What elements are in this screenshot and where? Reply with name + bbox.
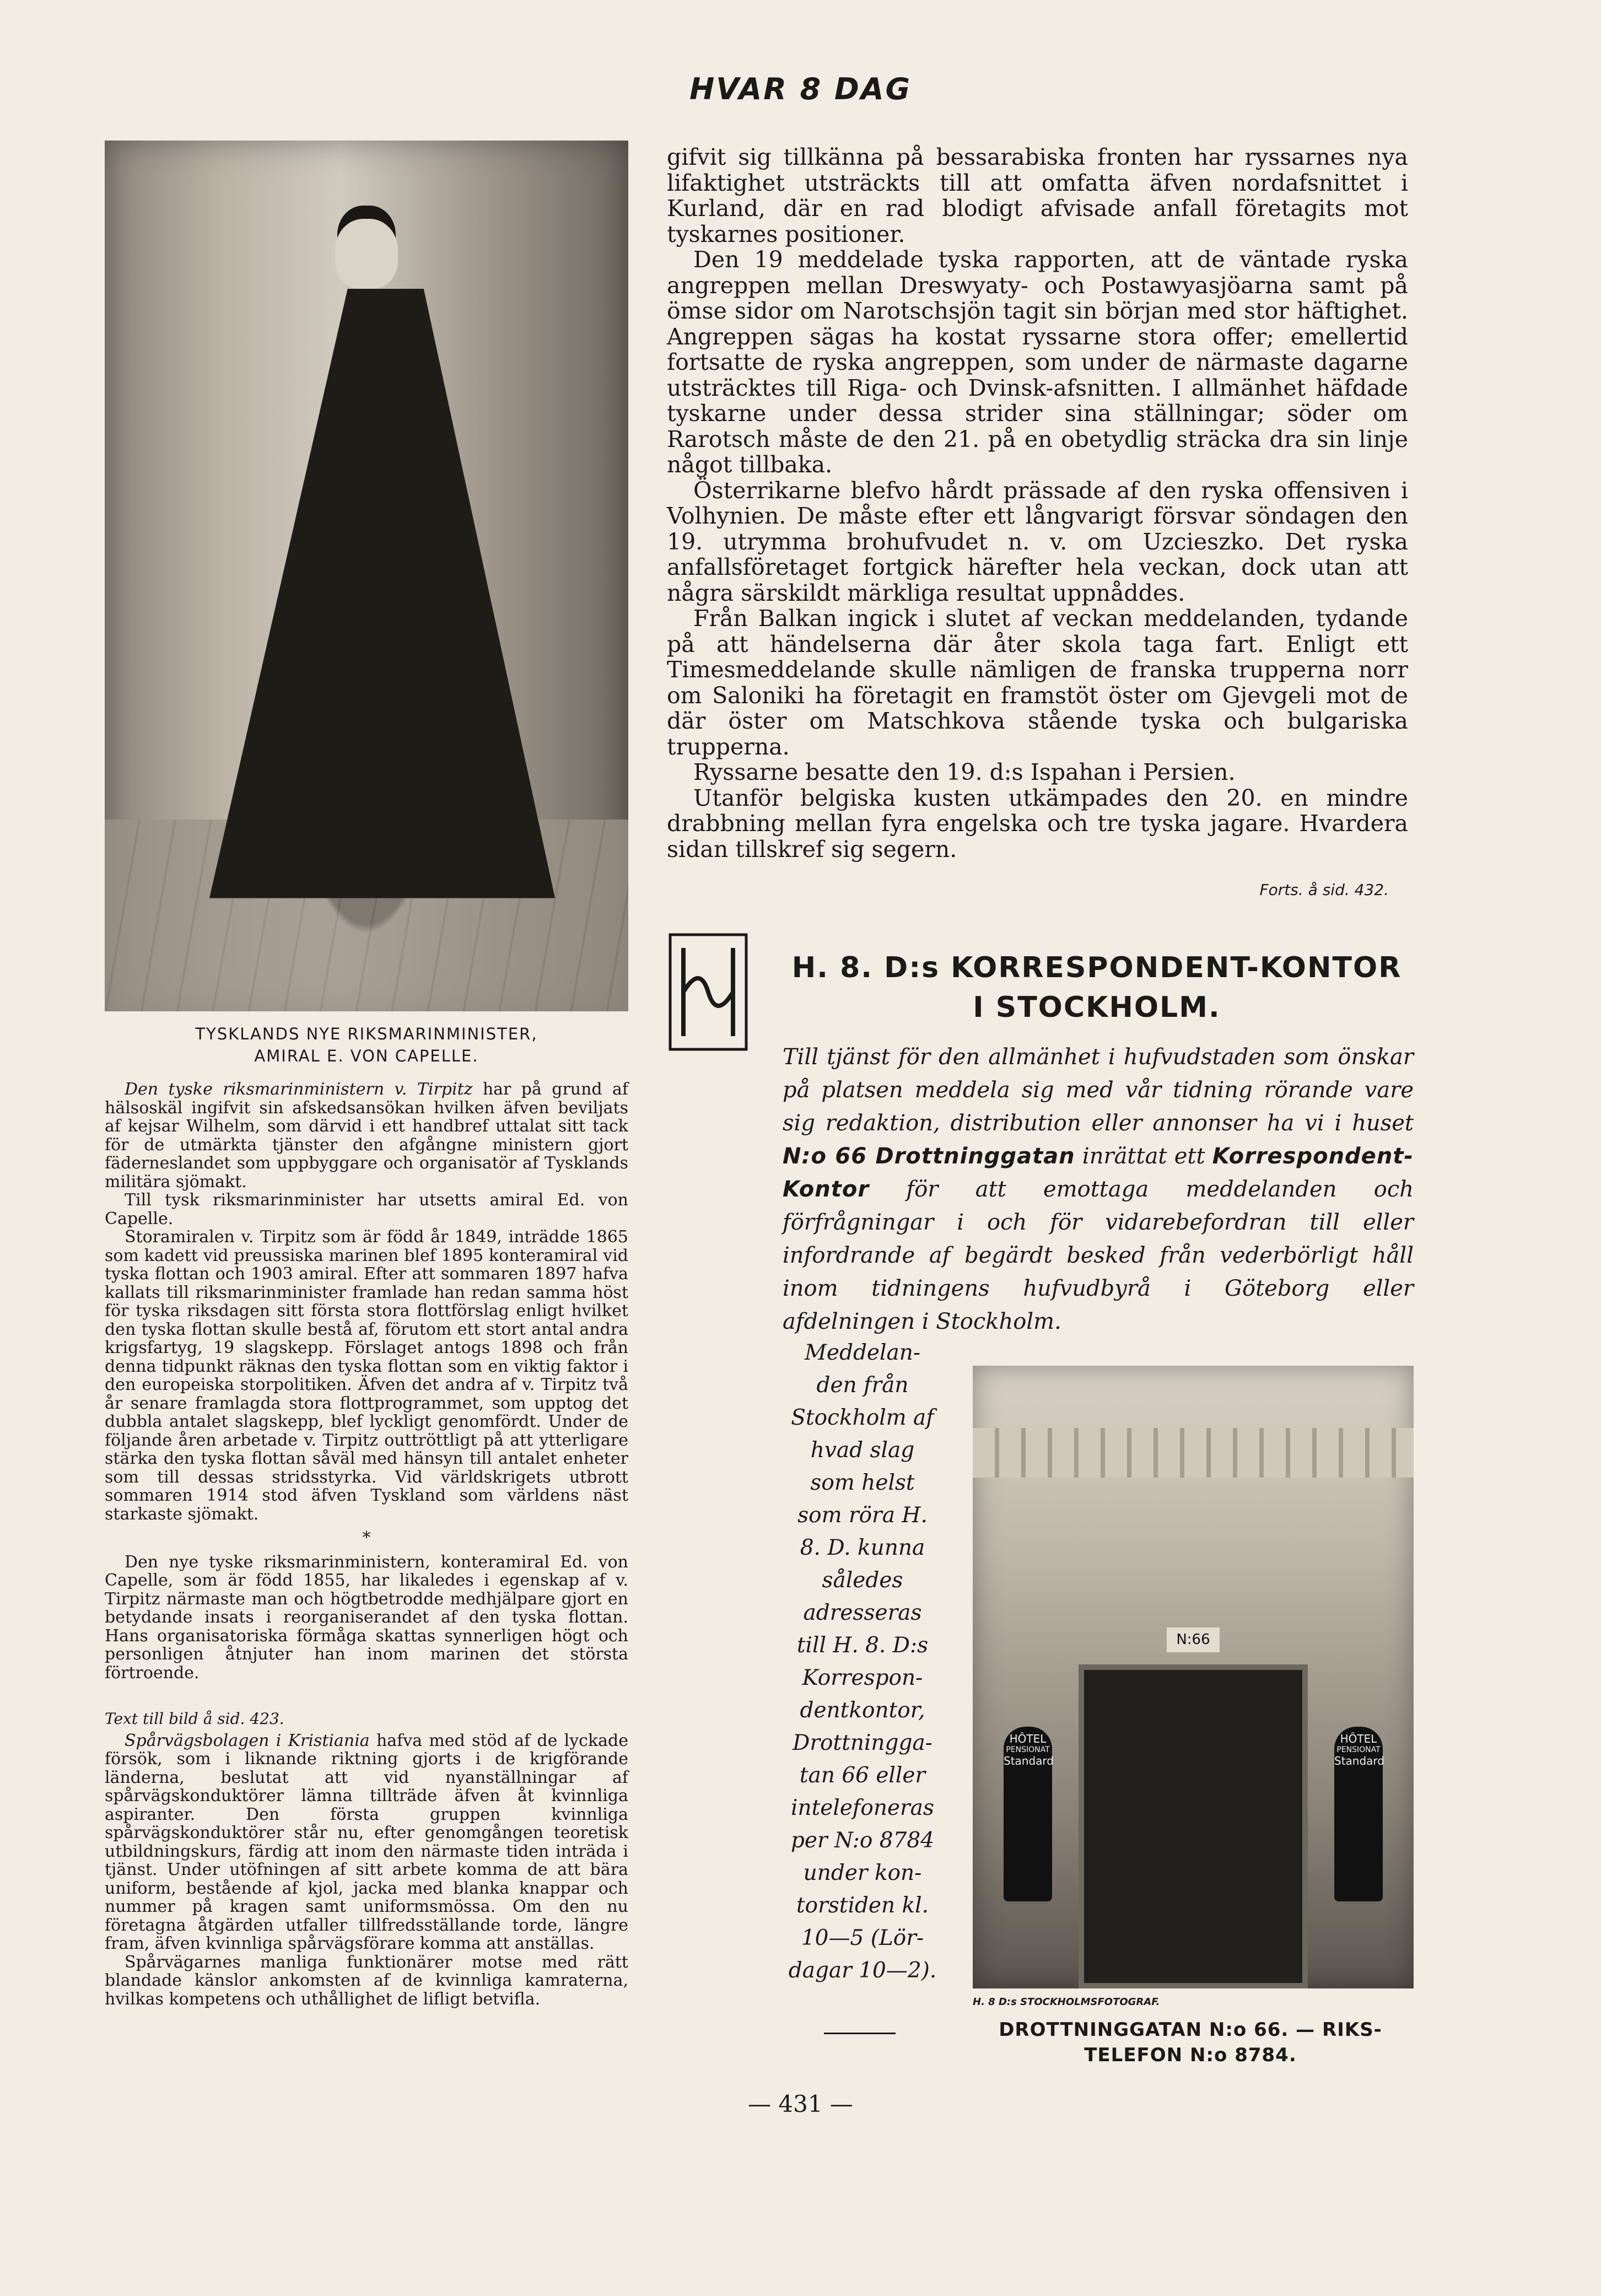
sign-text: HÔTEL [1009,1732,1047,1746]
contact-line: till H. 8. D:s [796,1633,929,1658]
kontor-body-b: inrättat ett [1075,1144,1212,1169]
contact-line: Korrespon- [802,1666,923,1690]
kristiania-rest: hafva med stöd af de lyckade försök, som i liknande riktning gjorts i de krigförande länderna, beslutat att vid nyanställningar af spårvägskonduktörer lämna tillträde äfven åt kvinnliga aspiranter. Den första gruppen kvinnliga spårvägskonduktörer står nu, efter genomgången teoretisk utbildningskurs, färdig att inom den närmaste tiden inträda i tjänst. Under utöfningen af sitt arbete komma de att bära uniform, bestående af kjol, jacka med blanka knappar och nummer på kragen samt uniformsmössa. Om den nu företagna åtgärden utfaller tillfredsställande torde, längre fram, äfven kvinnliga spårvägsförare komma att anställas. [105,1731,628,1953]
war-report-p3: Österrikarne blefvo hårdt prässade af den ryska offensiven i Volhynien. De måste efter ett långvarigt försvar söndagen den 19. utrymma brohufvudet n. v. om Uzcieszko. Det ryska anfallsföretaget fortgick härefter hela veckan, dock utan att några särskildt märkliga resultat uppnåddes. [667,477,1408,606]
kontor-contact-column [772,1336,953,1987]
caption-line-2: AMIRAL E. VON CAPELLE. [254,1047,479,1065]
kontor-title-line-1: H. 8. D:s KORRESPONDENT-KONTOR [791,951,1402,984]
contact-line: som helst [810,1470,915,1495]
lead-rest: har på grund af hälsoskäl ingifvit sin afskedsansökan hvilken äfven beviljats af kejsar Wilhelm, som därvid i ett handbref uttalat sitt tack för de utmärkta tjänster den afgångne ministern gjort fäderneslandet som uppbyggare och organisatör af Tysklands militära sjömakt. [105,1080,628,1192]
hotel-sign-left [1004,1727,1052,1901]
section-star: * [362,1528,371,1548]
contact-line: torstiden kl. [796,1893,929,1918]
kontor-body-a: Till tjänst för den allmänhet i hufvudstaden som önskar på platsen meddela sig med vår tidning rörande vare sig redaktion, distribution eller annonser ha vi i huset [783,1044,1414,1136]
contact-line: den från [816,1373,909,1398]
page-number: — 431 — [748,2090,853,2117]
contact-line: adresseras [803,1600,922,1625]
sign-text: PENSIONAT [1336,1745,1381,1755]
continued-note: Forts. å sid. 432. [1259,881,1389,899]
building-cornice [973,1428,1414,1478]
left-column [105,1080,628,2008]
house-number-plate: N:66 [1167,1627,1220,1652]
war-report-p6: Utanför belgiska kusten utkämpades den 20. en mindre drabbning mellan fyra engelska och tre tyska jagare. Hvardera sidan tillskref sig segern. [667,784,1408,863]
admiral-head [335,219,398,288]
war-report-p2: Den 19 meddelade tyska rapporten, att de väntade ryska angreppen mellan Dreswyaty- och Postawyasjöarna samt på ömse sidor om Narotschsjön tagit sin början med stor häftighet. Angreppen sägas ha kostat ryssarne stora offer; emellertid fortsatte de ryska angreppen, som under de närmaste dagarne utsträcktes till Riga- och Dvinsk-afsnitten. I allmänhet häfdade tyskarne under dessa strider sina ställningar; söder om Rarotsch måste de den 21. på en obetydlig sträcka dra sin linje något tillbaka. [667,246,1408,478]
contact-line: under kon- [803,1861,922,1885]
kontor-body-c: för att emottaga meddelanden och förfrågningar i och för vidarebefordran till eller infordrande af begärdt besked från vederbörligt håll inom tidningens hufvudbyrå i Göteborg eller afdelningen i Stockholm. [783,1177,1414,1334]
tirpitz-biography: Storamiralen v. Tirpitz som är född år 1849, inträdde 1865 som kadett vid preussiska marinen blef 1895 konteramiral vid tyska flottan och 1903 amiral. Efter att sommaren 1897 hafva kallats till riksmarinminister framlade han redan samma höst för tyska riksdagen sitt första stora flottförslag enligt hvilket den tyska flottan skulle bestå af, förutom ett stort antal andra krigsfartyg, 19 slagskepp. Förslaget antogs 1898 och från denna tidpunkt räknas den tyska flottan som en viktig faktor i den europeiska storpolitiken. Äfven det andra af v. Tirpitz två år senare framlagda stora flottprogrammet, som upptog det dubbla antalet slagskepp, blef lyckligt genomfördt. Under de följande åren arbetade v. Tirpitz outtröttligt på att ytterligare stärka den tyska flottan såväl med hänsyn till antalet enheter som till dessas stridsstyrka. Vid världskrigets utbrott sommaren 1914 stod äfven Tyskland som världens näst starkaste sjömakt. [105,1227,628,1524]
separator-rule [824,2033,896,2034]
contact-line: dagar 10—2). [788,1958,937,1983]
contact-line: 8. D. kunna [800,1535,925,1560]
hotel-sign-right [1334,1727,1383,1901]
male-staff-paragraph: Spårvägarnes manliga funktionärer motse med rätt blandade känslor ankomsten af de kvinnliga kamraterna, hvilkas kompetens och uthållighet de lifligt betvifla. [105,1952,628,2009]
admiral-photo [105,141,628,1011]
kristiania-paragraph [105,1732,628,1953]
kontor-office-bold: Korrespondent-Kontor [783,1144,1414,1202]
address-line-2: TELEFON N:o 8784. [1084,2044,1297,2066]
text-reference: Text till bild å sid. 423. [105,1710,284,1728]
contact-line: som röra H. [797,1503,928,1528]
war-report-p5: Ryssarne besatte den 19. d:s Ispahan i Persien. [693,759,1236,785]
kontor-address [959,2017,1422,2068]
kontor-address-bold: N:o 66 Drottninggatan [783,1144,1075,1169]
war-report-column [667,144,1408,862]
sign-text: Standard [1334,1754,1384,1768]
caption-line-1: TYSKLANDS NYE RIKSMARINMINISTER, [195,1025,538,1043]
kontor-body [783,1041,1414,1338]
sign-text: HÔTEL [1340,1732,1377,1746]
photo-credit: H. 8 D:s STOCKHOLMSFOTOGRAF. [973,1996,1160,2008]
sign-text: PENSIONAT [1006,1745,1050,1755]
contact-line: intelefoneras [791,1796,934,1820]
kristiania-lead: Spårvägsbolagen i Kristiania [125,1731,370,1750]
war-report-p1: gifvit sig tillkänna på bessarabiska fronten har ryssarnes nya lifaktighet utsträckts till att omfatta äfven nordafsnittet i Kurland, där en rad blodigt afvisade anfall företagits mot tyskarnes positioner. [667,144,1408,247]
contact-line: således [822,1568,903,1593]
h8d-logo-icon [667,931,750,1053]
running-header: HVAR 8 DAG [689,72,912,106]
lead-italic: Den tyske riksmarinministern v. Tirpitz [125,1080,473,1099]
tirpitz-paragraph [105,1080,628,1191]
contact-line: 10—5 (Lör- [801,1926,924,1950]
contact-line: Stockholm af [791,1405,934,1430]
war-report-p4: Från Balkan ingick i slutet af veckan meddelanden, tydande på att händelserna där åter skola taga fart. Enligt ett Timesmeddelande skulle nämligen de franska trupperna norr om Saloniki ha företagit en framstöt öster om Gjevgeli mot de där öster om Matschkova stående tyska och bulgariska trupperna. [667,605,1408,760]
building-door [1079,1664,1308,1988]
address-line-1: DROTTNINGGATAN N:o 66. — RIKS- [999,2019,1382,2041]
admiral-cape [209,289,555,898]
office-building-photo [973,1366,1414,1988]
contact-line: per N:o 8784 [790,1828,935,1853]
contact-line: tan 66 eller [799,1763,926,1788]
sign-text: Standard [1004,1754,1054,1768]
contact-line: Meddelan- [804,1340,921,1365]
kontor-title [766,948,1427,1027]
contact-line: hvad slag [810,1438,915,1463]
contact-line: dentkontor, [800,1698,925,1723]
capelle-appointment: Till tysk riksmarinminister har utsetts amiral Ed. von Capelle. [105,1190,628,1228]
kontor-title-line-2: I STOCKHOLM. [973,991,1221,1024]
photo-caption [105,1023,628,1067]
contact-line: Drottningga- [793,1731,932,1755]
capelle-biography: Den nye tyske riksmarinministern, konteramiral Ed. von Capelle, som är född 1855, har likaledes i egenskap af v. Tirpitz närmaste man och högtbetrodde medhjälpare gjort en betydande insats i reorganiserandet af den tyska flottan. Hans organisatoriska förmåga skattas synnerligen högt och personligen åtnjuter han inom marinen det största förtroende. [105,1552,628,1683]
